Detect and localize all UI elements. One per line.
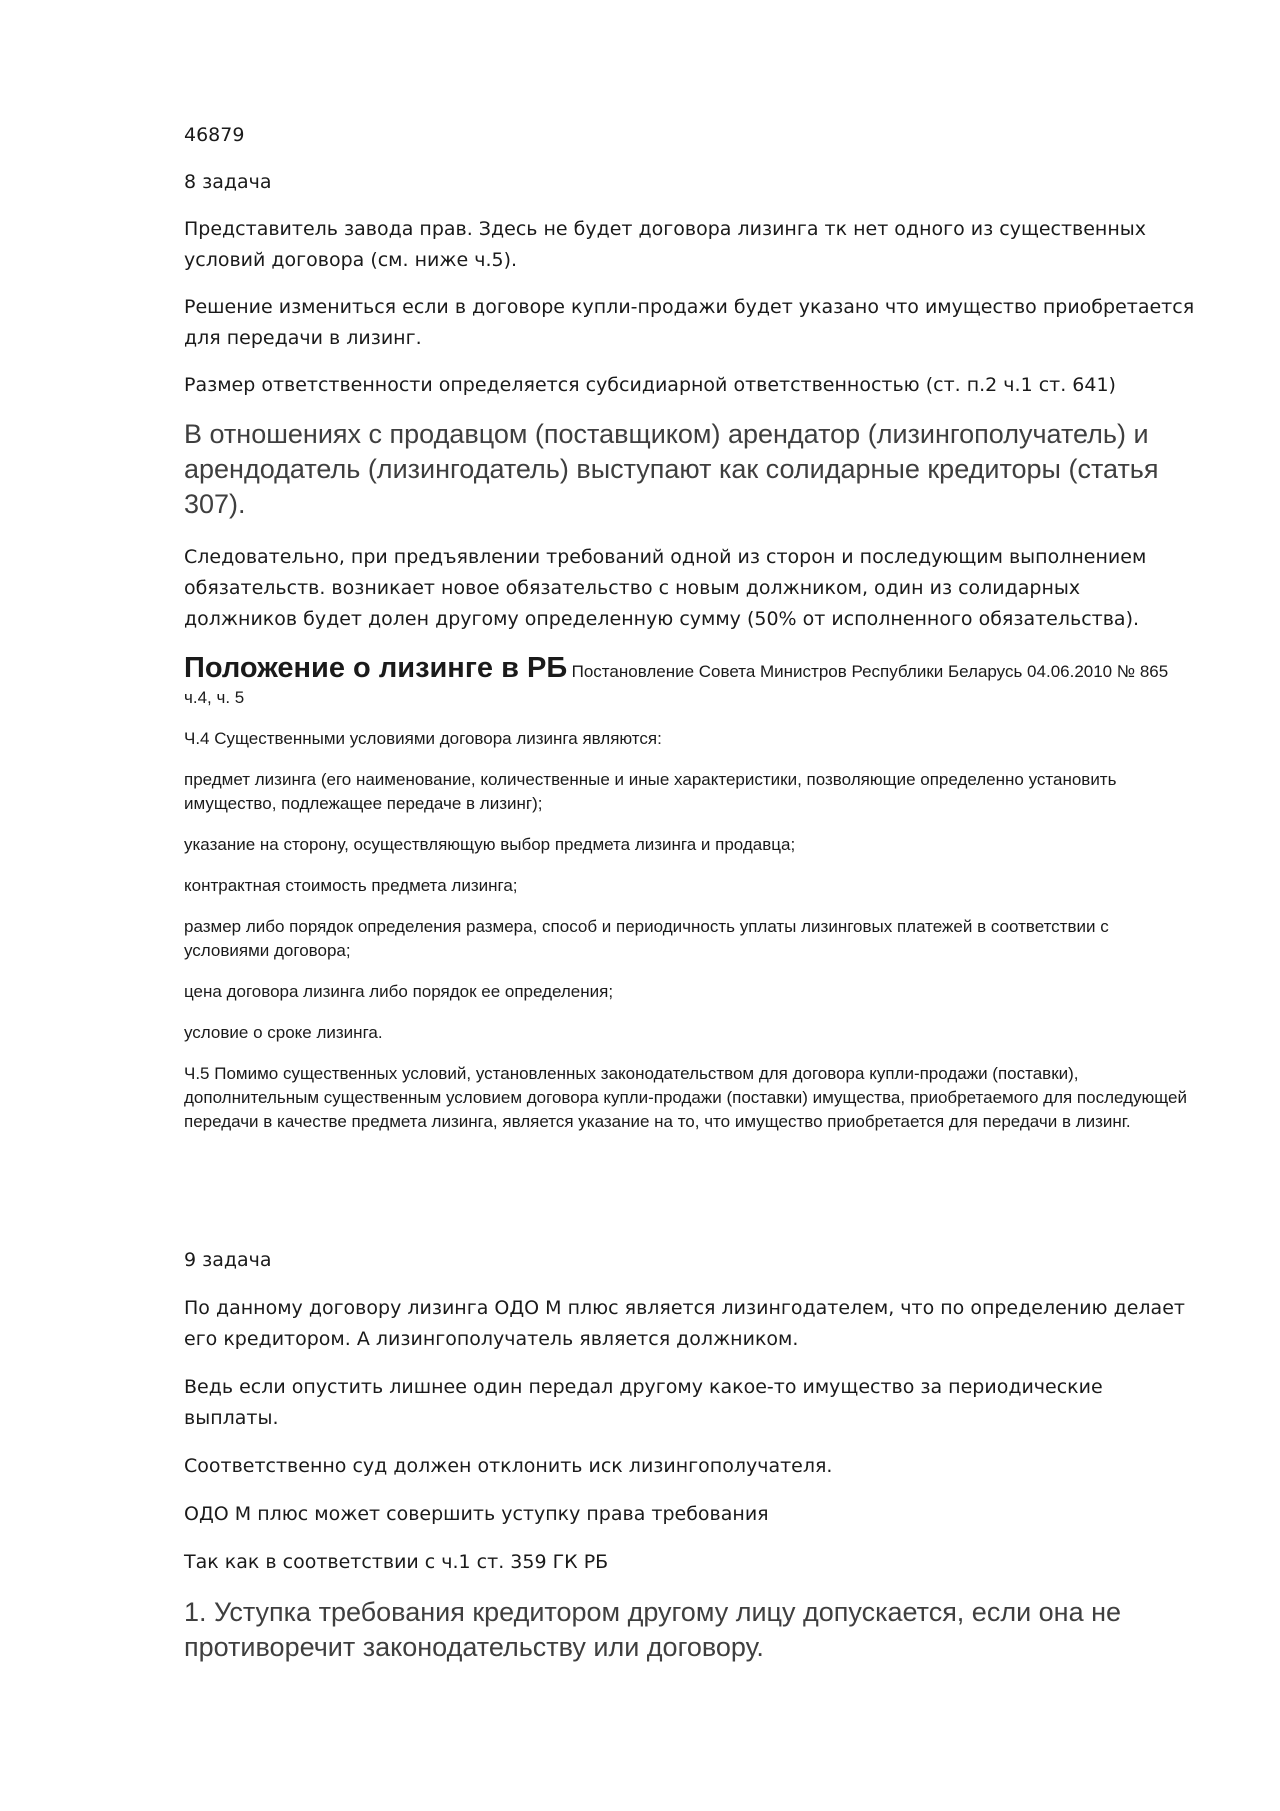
document-page xyxy=(184,120,1196,1685)
regulation-item: размер либо порядок определения размера, способ и периодичность уплаты лизинговых платежей в соответствии с условиями договора; xyxy=(184,917,1109,960)
regulation-heading-block xyxy=(184,651,1196,711)
document-id: 46879 xyxy=(184,124,245,146)
task-9-paragraph-5: Так как в соответствии с ч.1 ст. 359 ГК РБ xyxy=(184,1551,609,1573)
blank-space xyxy=(184,1151,1196,1245)
task-9-quote: 1. Уступка требования кредитором другому лицу допускается, если она не противоречит законодательству или договору. xyxy=(184,1597,1122,1662)
task-9-paragraph-2: Ведь если опустить лишнее один передал другому какое-то имущество за периодические выплаты. xyxy=(184,1376,1103,1429)
regulation-source: Постановление Совета Министров Республики Беларусь 04.06.2010 № 865 ч.4, ч. 5 xyxy=(184,662,1169,707)
regulation-item: предмет лизинга (его наименование, количественные и иные характеристики, позволяющие определенно установить имущество, подлежащее передаче в лизинг); xyxy=(184,770,1117,813)
regulation-item: Ч.4 Существенными условиями договора лизинга являются: xyxy=(184,729,662,748)
task-8-quote: В отношениях с продавцом (поставщиком) арендатор (лизингополучатель) и арендодатель (лизингодатель) выступают как солидарные кредиторы (статья 307). xyxy=(184,419,1159,519)
task-9-paragraph-1: По данному договору лизинга ОДО М плюс является лизингодателем, что по определению делает его кредитором. А лизингополучатель является должником. xyxy=(184,1297,1185,1350)
task-8-title: 8 задача xyxy=(184,171,272,193)
regulation-heading: Положение о лизинге в РБ xyxy=(184,652,568,684)
task-9-paragraph-3: Соответственно суд должен отклонить иск лизингополучателя. xyxy=(184,1455,833,1477)
regulation-item: контрактная стоимость предмета лизинга; xyxy=(184,876,518,895)
regulation-item: условие о сроке лизинга. xyxy=(184,1023,383,1042)
task-8-paragraph-4: Следовательно, при предъявлении требований одной из сторон и последующим выполнением обязательств. возникает новое обязательство с новым должником, один из солидарных должников будет долен другому определенную сумму (50% от исполненного обязательства). xyxy=(184,546,1147,630)
task-8-paragraph-3: Размер ответственности определяется субсидиарной ответственностью (ст. п.2 ч.1 ст. 641) xyxy=(184,374,1116,396)
task-8-paragraph-1: Представитель завода прав. Здесь не будет договора лизинга тк нет одного из существенных условий договора (см. ниже ч.5). xyxy=(184,218,1147,271)
regulation-item: цена договора лизинга либо порядок ее определения; xyxy=(184,982,614,1001)
task-9-title: 9 задача xyxy=(184,1249,272,1271)
regulation-item: указание на сторону, осуществляющую выбор предмета лизинга и продавца; xyxy=(184,835,796,854)
task-8-paragraph-2: Решение измениться если в договоре купли-продажи будет указано что имущество приобретается для передачи в лизинг. xyxy=(184,296,1195,349)
task-9-paragraph-4: ОДО М плюс может совершить уступку права требования xyxy=(184,1503,769,1525)
regulation-item: Ч.5 Помимо существенных условий, установленных законодательством для договора купли-продажи (поставки), дополнительным существенным условием договора купли-продажи (поставки) имущества, приобретаемого для последующей передачи в качестве предмета лизинга, является указание на то, что имущество приобретается для передачи в лизинг. xyxy=(184,1064,1188,1131)
